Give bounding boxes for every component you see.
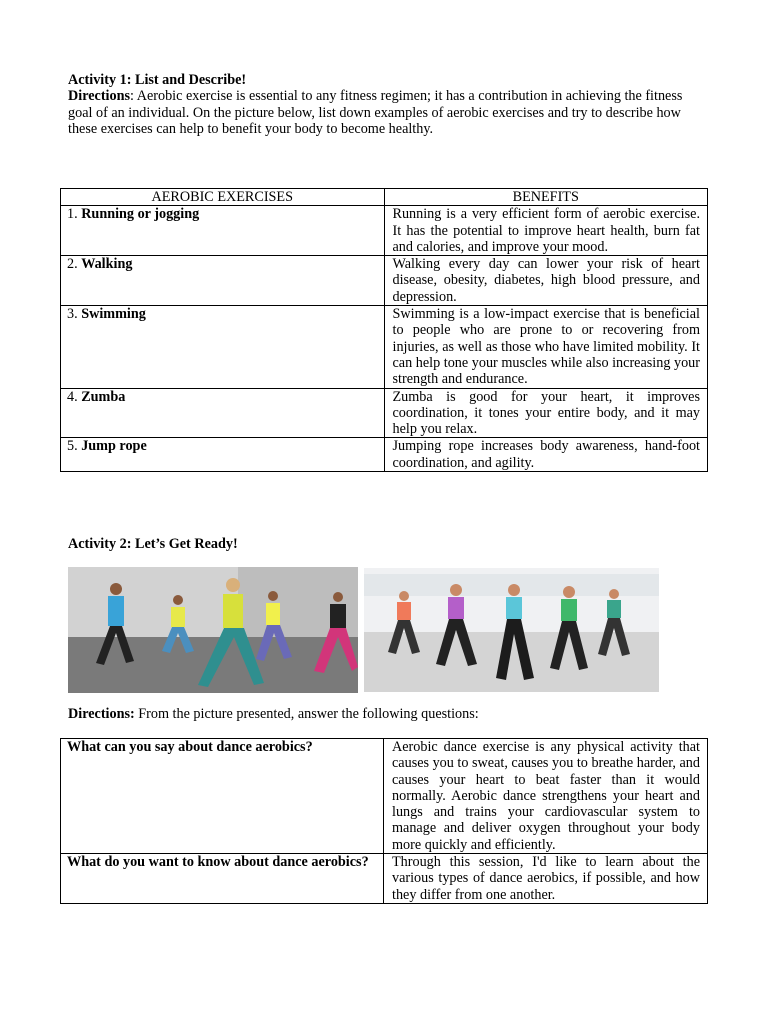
- question-cell: What can you say about dance aerobics?: [61, 739, 384, 854]
- table-row: [61, 854, 708, 904]
- table-row: [61, 306, 708, 388]
- aerobics-class-photo-icon: [364, 568, 659, 692]
- answer-cell: Aerobic dance exercise is any physical activity that causes you to sweat, causes you to breathe harder, and causes your heart to beat faster than it would normally. Aerobic dance strengthens your heart and lungs and trains your cardiovascular system to manage and deliver oxygen throughout your body more quickly and efficiently.: [384, 739, 708, 854]
- answer-cell: Through this session, I'd like to learn about the various types of dance aerobics, if possible, and how they differ from one another.: [384, 854, 708, 904]
- table-row: [61, 739, 708, 854]
- exercise-cell: 5. Jump rope: [61, 438, 385, 472]
- table-header-row: [61, 189, 708, 206]
- directions-text: From the picture presented, answer the following questions:: [134, 706, 479, 722]
- exercise-name: Walking: [81, 256, 133, 273]
- benefit-cell: Walking every day can lower your risk of heart disease, obesity, diabetes, high blood pressure, and depression.: [384, 256, 708, 306]
- dance-class-photo-icon: [68, 567, 358, 693]
- directions-label: Directions: [68, 88, 130, 105]
- header-benefits: BENEFITS: [384, 189, 708, 206]
- activity2-directions: [68, 706, 479, 723]
- directions-text: : Aerobic exercise is essential to any fitness regimen; it has a contribution in achieving the fitness goal of an individual. On the picture below, list down examples of aerobic exercises and try to describe how these exercises can help to benefit your body to become healthy.: [68, 88, 683, 137]
- benefit-cell: Jumping rope increases body awareness, hand-foot coordination, and agility.: [384, 438, 708, 472]
- exercise-cell: 1. Running or jogging: [61, 206, 385, 256]
- question-cell: What do you want to know about dance aerobics?: [61, 854, 384, 904]
- exercise-name: Zumba: [81, 388, 126, 405]
- exercise-cell: 3. Swimming: [61, 306, 385, 388]
- aerobic-exercises-table: [60, 188, 708, 472]
- benefit-cell: Zumba is good for your heart, it improves coordination, it tones your entire body, and it may help you relax.: [384, 388, 708, 438]
- activity2-title: Activity 2: Let’s Get Ready!: [68, 536, 238, 552]
- table-row: [61, 256, 708, 306]
- exercise-cell: 4. Zumba: [61, 388, 385, 438]
- activity1-title: Activity 1: List and Describe!: [68, 72, 247, 88]
- questions-table: [60, 738, 708, 904]
- activity1-intro: [68, 72, 708, 137]
- benefit-cell: Swimming is a low-impact exercise that is beneficial to people who are prone to or recovering from injuries, as well as those who have limited mobility. It can help tone your muscles while also increasing your strength and endurance.: [384, 306, 708, 388]
- table-row: [61, 206, 708, 256]
- activity1-directions: [68, 88, 708, 137]
- table-row: [61, 388, 708, 438]
- table-row: [61, 438, 708, 472]
- exercise-name: Jump rope: [81, 438, 147, 455]
- benefit-cell: Running is a very efficient form of aerobic exercise. It has the potential to improve heart health, burn fat and calories, and improve your mood.: [384, 206, 708, 256]
- header-exercises: AEROBIC EXERCISES: [61, 189, 385, 206]
- exercise-name: Running or jogging: [81, 206, 200, 223]
- exercise-name: Swimming: [81, 306, 146, 323]
- directions-label: Directions:: [68, 706, 135, 722]
- exercise-cell: 2. Walking: [61, 256, 385, 306]
